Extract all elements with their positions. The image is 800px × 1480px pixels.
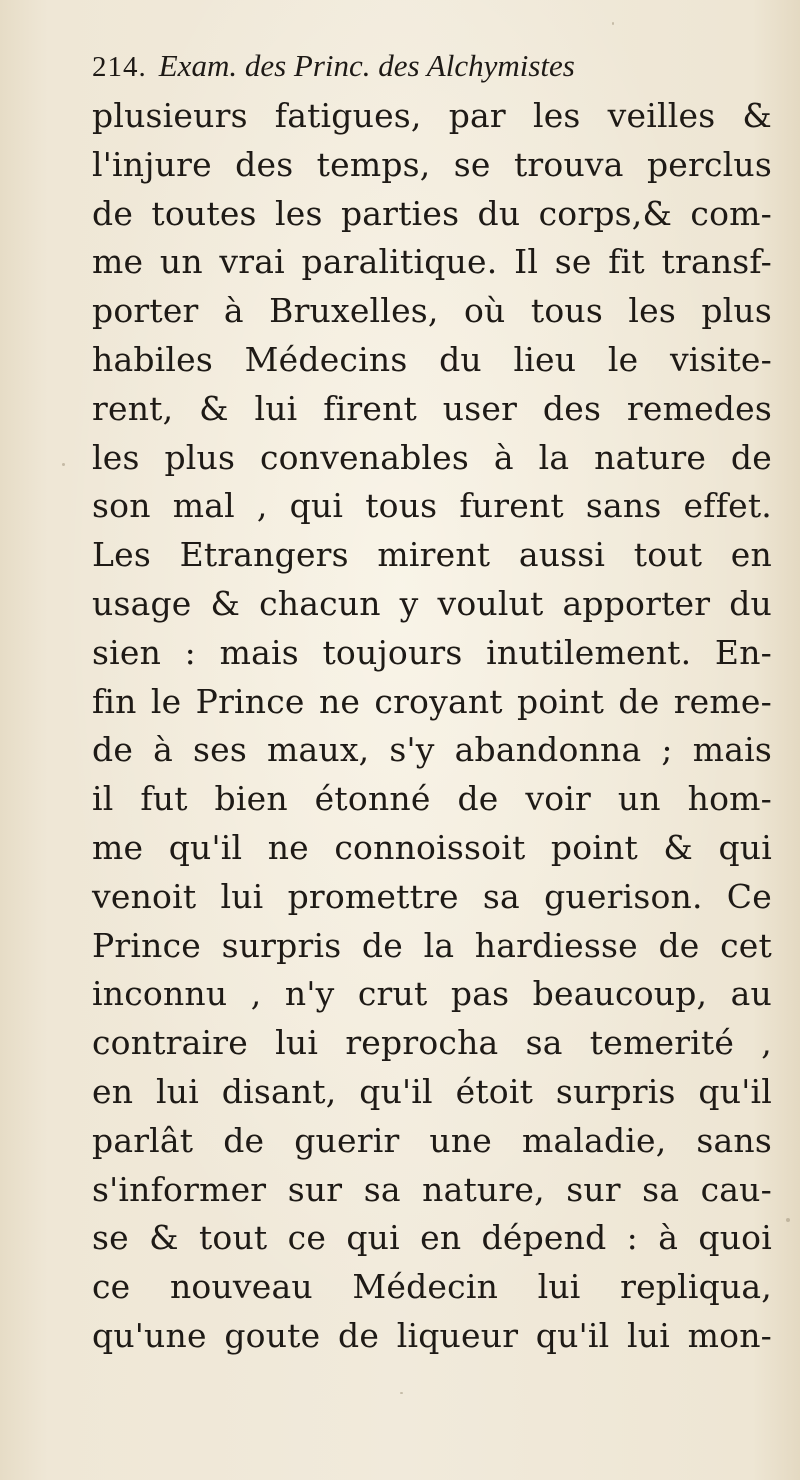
text-line: en lui disant, qu'il étoit surpris qu'il [92, 1071, 772, 1111]
text-line: parlât de guerir une maladie, sans [92, 1120, 772, 1160]
text-line: de à ses maux, s'y abandonna ; mais [92, 730, 772, 770]
text-line: Les Etrangers mirent aussi tout en [92, 535, 772, 575]
text-line: plusieurs fatigues, par les veilles & [92, 96, 772, 135]
text-line: il fut bien étonné de voir un hom- [92, 779, 772, 819]
text-line: porter à Bruxelles, où tous les plus [92, 291, 772, 331]
paper-speck [786, 1218, 790, 1222]
text-line: ce nouveau Médecin lui repliqua, [92, 1267, 772, 1307]
paper-speck [62, 463, 65, 466]
text-line: rent, & lui firent user des remedes [92, 388, 772, 428]
running-title: Exam. des Princ. des Alchymistes [158, 48, 575, 83]
text-line: fin le Prince ne croyant point de reme- [92, 681, 772, 721]
text-line: les plus convenables à la nature de [92, 437, 772, 477]
text-line: habiles Médecins du lieu le visite- [92, 339, 772, 379]
paper-speck [400, 1392, 403, 1394]
text-line: qu'une goute de liqueur qu'il lui mon- [92, 1315, 772, 1355]
text-line: venoit lui promettre sa guerison. Ce [92, 876, 772, 916]
text-line: son mal , qui tous furent sans effet. [92, 486, 772, 526]
text-line: me qu'il ne connoissoit point & qui [92, 827, 772, 867]
body-text [92, 92, 772, 1361]
text-line: l'injure des temps, se trouva perclus [92, 144, 772, 184]
running-header [92, 42, 575, 90]
text-line: usage & chacun y voulut apporter du [92, 583, 772, 623]
text-line: inconnu , n'y crut pas beaucoup, au [92, 974, 772, 1014]
text-line: Prince surpris de la hardiesse de cet [92, 925, 772, 965]
text-line: se & tout ce qui en dépend : à quoi [92, 1218, 772, 1258]
text-line: s'informer sur sa nature, sur sa cau- [92, 1169, 772, 1209]
text-line: me un vrai paralitique. Il se fit transf- [92, 242, 772, 282]
paper-speck [612, 22, 614, 25]
page-number: 214. [92, 51, 147, 83]
text-line: sien : mais toujours inutilement. En- [92, 632, 772, 672]
text-line: de toutes les parties du corps,& com- [92, 193, 772, 233]
text-line: contraire lui reprocha sa temerité , [92, 1023, 772, 1063]
